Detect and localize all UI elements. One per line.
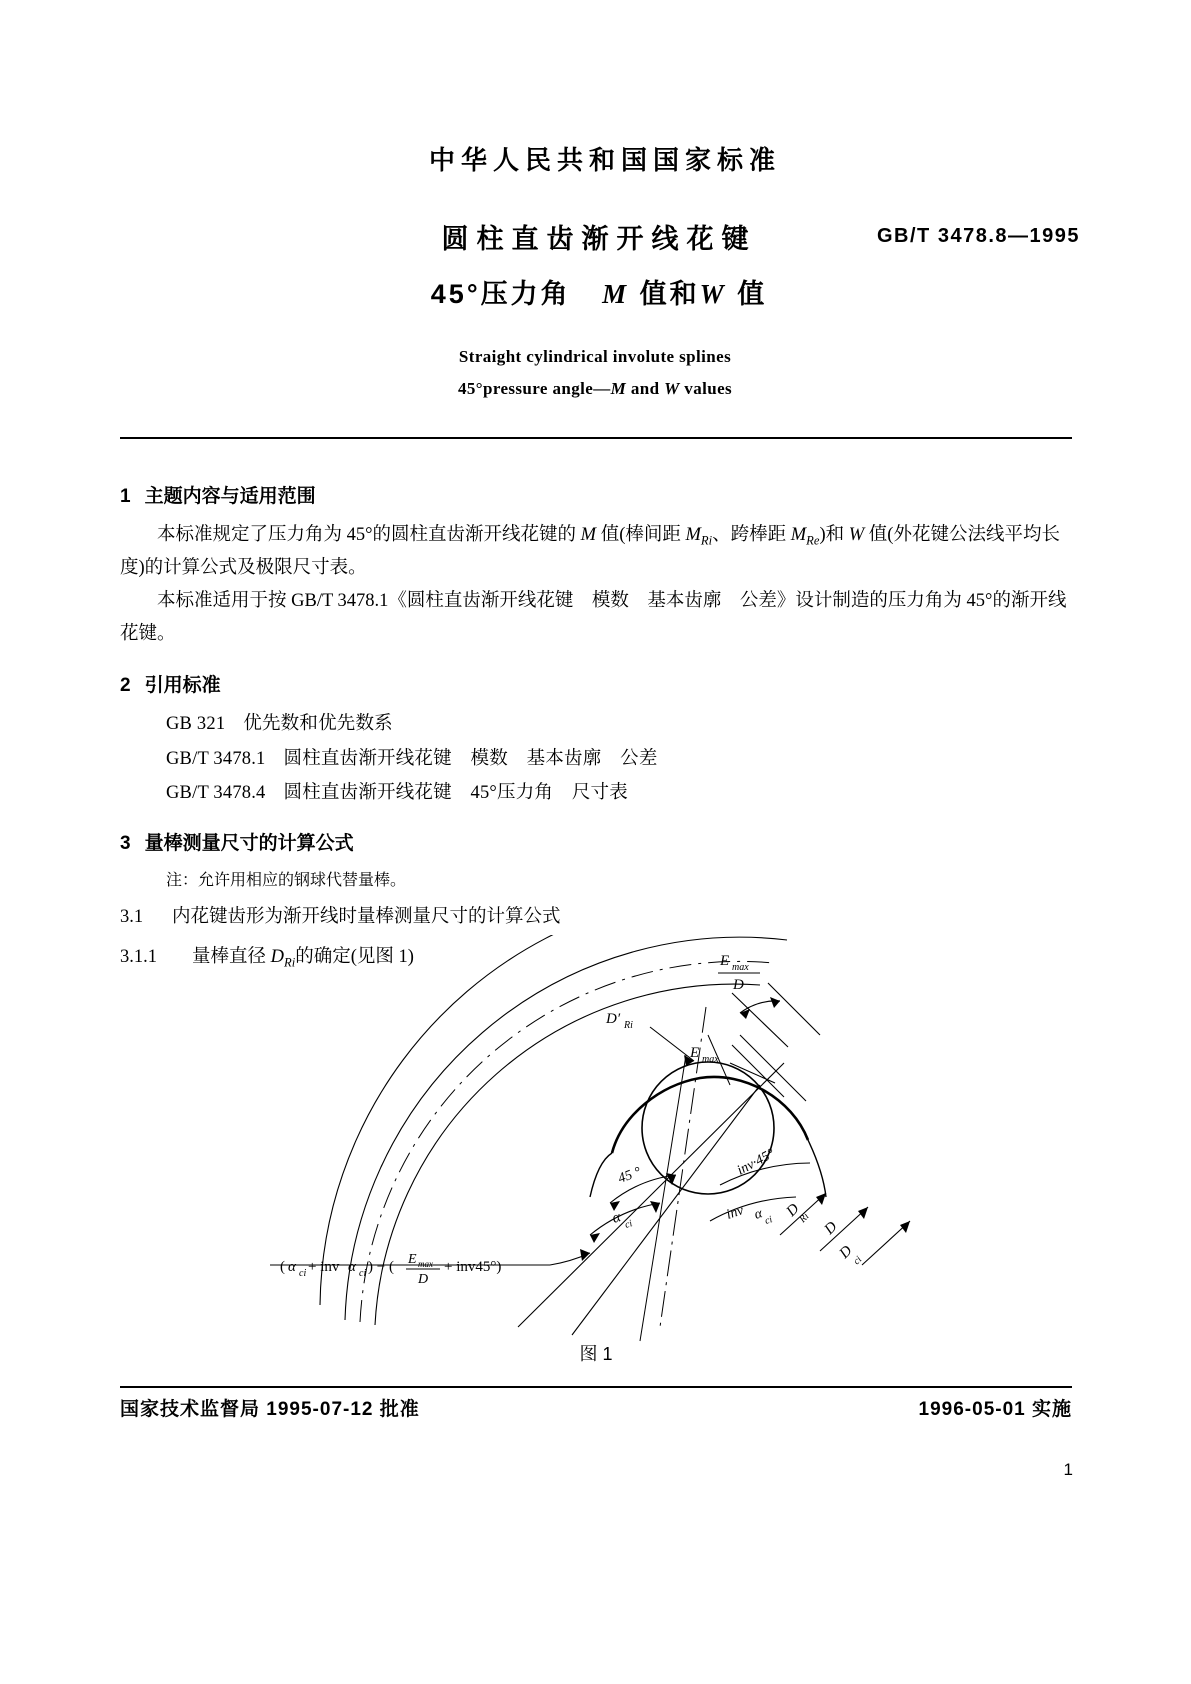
section-3-1-1-number: 3.1.1 xyxy=(120,947,157,968)
english-title-mid: and xyxy=(626,379,665,398)
footer-implementation: 1996-05-01 实施 xyxy=(918,1399,1072,1420)
s1p1-mri: M xyxy=(685,525,701,546)
section-3-1-number: 3.1 xyxy=(120,906,144,927)
svg-text:(: ( xyxy=(280,1259,285,1275)
s1p1-mri-sub: Ri xyxy=(700,533,713,548)
svg-text:ci: ci xyxy=(299,1268,307,1279)
svg-text:max: max xyxy=(732,962,749,973)
title-post: 值 xyxy=(737,279,768,309)
svg-text:D: D xyxy=(733,977,744,993)
document-body xyxy=(120,462,1072,974)
svg-text:D: D xyxy=(821,1218,841,1238)
svg-text:E: E xyxy=(720,953,730,969)
svg-text:ci: ci xyxy=(763,1214,774,1227)
svg-text:ci: ci xyxy=(851,1254,865,1268)
svg-text:45 °: 45 ° xyxy=(616,1164,644,1187)
s1p1-w: W xyxy=(848,525,865,546)
section-3-heading xyxy=(120,827,1072,860)
reference-code: GB/T 3478.4 xyxy=(166,783,266,804)
svg-text:α: α xyxy=(348,1259,356,1275)
title-mid: 值和 xyxy=(639,279,700,309)
section-3-1-1-post: 的确定(见图 1) xyxy=(295,947,414,968)
section-1-title: 主题内容与适用范围 xyxy=(144,486,316,507)
english-title-line2 xyxy=(120,379,1070,399)
svg-text:ci: ci xyxy=(359,1268,367,1279)
section-1-paragraph-2: 本标准适用于按 GB/T 3478.1《圆柱直齿渐开线花键 模数 基本齿廓 公差》设计制造的压力角为 45°的渐开线花键。 xyxy=(120,591,1067,645)
svg-text:α: α xyxy=(752,1206,765,1223)
svg-text:) − (: ) − ( xyxy=(368,1259,394,1275)
footer-divider xyxy=(120,1386,1072,1388)
title-m-symbol: M xyxy=(602,279,630,309)
english-title-line1: Straight cylindrical involute splines xyxy=(458,347,732,366)
standard-title-line1: 圆柱直齿渐开线花键 xyxy=(441,224,757,254)
section-3-number: 3 xyxy=(120,833,131,855)
svg-text:E: E xyxy=(690,1045,700,1061)
reference-code: GB/T 3478.1 xyxy=(166,748,266,769)
standard-number: GB/T 3478.8—1995 xyxy=(877,225,1080,247)
svg-text:+ inv45°): + inv45°) xyxy=(444,1259,502,1275)
figure-1-drawing xyxy=(120,935,1072,1355)
english-title-w: W xyxy=(664,379,680,398)
document-header xyxy=(120,140,1080,399)
svg-text:D: D xyxy=(418,1272,429,1287)
title-w-symbol: W xyxy=(699,279,727,309)
reference-name: 圆柱直齿渐开线花键 模数 基本齿廓 公差 xyxy=(283,748,658,769)
s1p1-b: 值(棒间距 xyxy=(596,525,686,546)
svg-text:max: max xyxy=(702,1054,719,1065)
english-title-m: M xyxy=(610,379,627,398)
svg-text:max: max xyxy=(418,1259,433,1269)
svg-text:+ inv: + inv xyxy=(308,1259,340,1275)
figure-1-caption: 图 1 xyxy=(579,1344,613,1364)
svg-text:ci: ci xyxy=(623,1218,634,1231)
section-3-1-1-d-sub: Ri xyxy=(284,955,296,970)
section-2-title: 引用标准 xyxy=(144,675,221,697)
footer-approval: 国家技术监督局 1995-07-12 批准 xyxy=(120,1399,420,1420)
title-pressure-angle: 45°压力角 xyxy=(430,279,571,309)
section-1-number: 1 xyxy=(120,486,131,507)
svg-text:α: α xyxy=(610,1209,623,1227)
svg-text:Ri: Ri xyxy=(797,1211,812,1226)
reference-code: GB 321 xyxy=(166,714,226,735)
s1p1-c: 、跨棒距 xyxy=(712,525,791,546)
reference-item xyxy=(166,708,1072,740)
section-3-1-title: 内花键齿形为渐开线时量棒测量尺寸的计算公式 xyxy=(172,906,561,927)
s1p1-m: M xyxy=(580,525,597,546)
s1p1-a: 本标准规定了压力角为 45°的圆柱直齿渐开线花键的 xyxy=(157,525,581,546)
reference-name: 圆柱直齿渐开线花键 45°压力角 尺寸表 xyxy=(283,783,628,804)
section-3-1-1-pre: 量棒直径 xyxy=(192,947,271,968)
section-2-number: 2 xyxy=(120,675,131,697)
svg-text:E: E xyxy=(408,1252,417,1267)
national-standard-title: 中华人民共和国国家标准 xyxy=(428,145,781,175)
section-3-1-1-d: D xyxy=(270,947,285,968)
svg-text:inv: inv xyxy=(724,1203,746,1223)
section-1-paragraph-1 xyxy=(120,519,1072,585)
section-3-1-heading xyxy=(120,901,1072,933)
s1p1-mre-sub: Re xyxy=(806,533,820,548)
standard-title-line2 xyxy=(120,272,1070,311)
english-title-pre: 45°pressure angle— xyxy=(457,379,611,398)
reference-item xyxy=(166,743,1072,775)
section-2-heading xyxy=(120,669,1072,702)
svg-text:α: α xyxy=(288,1259,296,1275)
section-3-title: 量棒测量尺寸的计算公式 xyxy=(144,833,354,855)
title-block xyxy=(120,217,1080,311)
english-title-post: values xyxy=(679,379,733,398)
s1p1-e: 值(外花键公法线平均长度)的计算公式及极限尺寸表。 xyxy=(120,525,1060,579)
section-1-heading xyxy=(120,480,1072,513)
svg-text:D′: D′ xyxy=(606,1011,621,1027)
svg-text:D: D xyxy=(783,1200,803,1220)
s1p1-d: )和 xyxy=(819,525,849,546)
page-number: 1 xyxy=(1063,1460,1073,1479)
reference-name: 优先数和优先数系 xyxy=(243,714,393,735)
svg-text:inv·45°: inv·45° xyxy=(734,1146,778,1179)
svg-text:D: D xyxy=(836,1242,856,1262)
reference-item xyxy=(166,777,1072,809)
section-3-note: 注：允许用相应的钢球代替量棒。 xyxy=(166,871,407,889)
header-divider xyxy=(120,437,1072,439)
svg-text:Ri: Ri xyxy=(624,1020,633,1031)
s1p1-mre: M xyxy=(790,525,807,546)
